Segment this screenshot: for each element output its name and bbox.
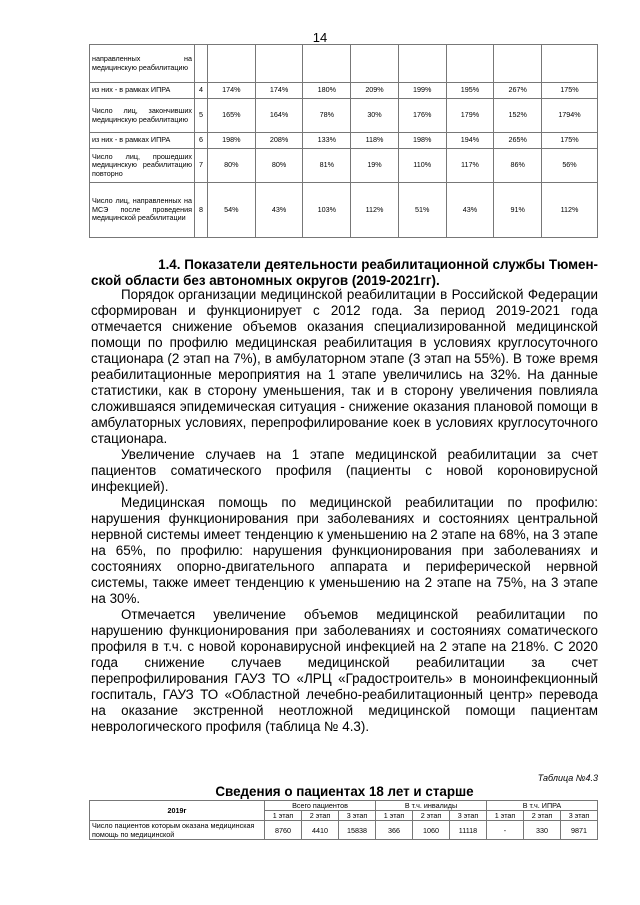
table-cell: 81%: [303, 149, 351, 183]
table-cell: 175%: [542, 83, 598, 99]
table-cell: 43%: [446, 183, 494, 238]
table-cell: 175%: [542, 133, 598, 149]
table-cell: [542, 45, 598, 83]
table-cell: 30%: [351, 99, 399, 133]
table-cell: 208%: [255, 133, 303, 149]
table-cell: 179%: [446, 99, 494, 133]
row-label: Число пациентов которым оказана медицинская помощь по медицинской: [90, 821, 265, 840]
table-cell: 80%: [208, 149, 256, 183]
year-header: 2019г: [90, 801, 265, 821]
heading-line-1: 1.4. Показатели деятельности реабилитационной службы Тюмен-: [158, 257, 598, 272]
section-heading: [91, 257, 598, 289]
table-cell: 80%: [255, 149, 303, 183]
stage-header: 2 этап: [302, 811, 339, 821]
table-cell: 174%: [208, 83, 256, 99]
table-cell: 265%: [494, 133, 542, 149]
table-cell: 1060: [413, 821, 450, 840]
table-cell: 1794%: [542, 99, 598, 133]
table-cell: 133%: [303, 133, 351, 149]
table-cell: [208, 45, 256, 83]
table-cell: 194%: [446, 133, 494, 149]
table-header-row: [90, 801, 598, 811]
stage-header: 1 этап: [376, 811, 413, 821]
table-cell: 15838: [339, 821, 376, 840]
stage-header: 1 этап: [265, 811, 302, 821]
table-cell: 51%: [398, 183, 446, 238]
table-cell: 180%: [303, 83, 351, 99]
table-cell: 86%: [494, 149, 542, 183]
stage-header: 3 этап: [339, 811, 376, 821]
stage-header: 3 этап: [561, 811, 598, 821]
row-label: Число лиц, направленных на МСЭ после проведения медицинской реабилитации: [90, 183, 195, 238]
table-cell: 117%: [446, 149, 494, 183]
paragraph: Увеличение случаев на 1 этапе медицинской реабилитации за счет пациентов соматического профиля (пациенты с новой короновирусной инфекцией).: [91, 447, 598, 494]
table-cell: [255, 45, 303, 83]
table-cell: 112%: [351, 183, 399, 238]
paragraph: Отмечается увеличение объемов медицинской реабилитации по нарушению функционирования при заболеваниях и состояниях соматического профиля в т.ч. с новой коронавирусной инфекцией на 2 этапе на 218%. С 2020 года снижение случаев медицинской реабилитации за счет перепрофилирования ГАУЗ ТО «ЛРЦ «Градостроитель» в моноинфекционный госпиталь, ГАУЗ ТО «Областной лечебно-реабилитационный центр» перевода на оказание экстренной неотложной медицинской помощи пациентам неврологического профиля (таблица № 4.3).: [91, 607, 598, 734]
table-cell: 199%: [398, 83, 446, 99]
table-cell: [446, 45, 494, 83]
table-cell: 4410: [302, 821, 339, 840]
row-number: 5: [195, 99, 208, 133]
group-header: Всего пациентов: [265, 801, 376, 811]
table-row: [90, 99, 598, 133]
row-number: 7: [195, 149, 208, 183]
table-cell: 267%: [494, 83, 542, 99]
table-cell: 164%: [255, 99, 303, 133]
table-cell: -: [487, 821, 524, 840]
table-cell: 366: [376, 821, 413, 840]
stage-header: 2 этап: [413, 811, 450, 821]
table-row: [90, 821, 598, 840]
table-cell: [303, 45, 351, 83]
table-row: [90, 83, 598, 99]
group-header: В т.ч. ИПРА: [487, 801, 598, 811]
table-cell: 8760: [265, 821, 302, 840]
table-cell: 103%: [303, 183, 351, 238]
table-cell: [351, 45, 399, 83]
table-cell: 110%: [398, 149, 446, 183]
table-cell: 56%: [542, 149, 598, 183]
table-cell: 198%: [398, 133, 446, 149]
table-row: [90, 149, 598, 183]
table-cell: 78%: [303, 99, 351, 133]
row-label: из них - в рамках ИПРА: [90, 83, 195, 99]
body-text: [91, 287, 598, 735]
table-cell: 19%: [351, 149, 399, 183]
table-row: [90, 45, 598, 83]
table-cell: 195%: [446, 83, 494, 99]
table-cell: 176%: [398, 99, 446, 133]
table-cell: 43%: [255, 183, 303, 238]
row-label: Число лиц, прошедших медицинскую реабилитацию повторно: [90, 149, 195, 183]
row-label: Число лиц, закончивших медицинскую реабилитацию: [90, 99, 195, 133]
row-number: 6: [195, 133, 208, 149]
table-cell: 112%: [542, 183, 598, 238]
group-header: В т.ч. инвалиды: [376, 801, 487, 811]
paragraph: Медицинская помощь по медицинской реабилитации по профилю: нарушения функционирования при заболеваниях и состояниях центральной нервной системы имеет тенденцию к уменьшению на 2 этапе на 68%, на 3 этапе на 65%, по профилю: нарушения функционирования при заболеваниях и состояниях опорно-двигательного аппарата и периферической нервной системы, также имеет тенденцию к уменьшению на 2 этапе на 75%, на 3 этапе на 30%.: [91, 495, 598, 606]
table-row: [90, 183, 598, 238]
stage-header: 1 этап: [487, 811, 524, 821]
indicators-table: [89, 44, 598, 238]
patients-table: [89, 800, 598, 840]
table-title: Сведения о пациентах 18 лет и старше: [215, 784, 474, 799]
row-number: 8: [195, 183, 208, 238]
table-cell: 174%: [255, 83, 303, 99]
table-cell: [494, 45, 542, 83]
table-row: [90, 133, 598, 149]
table-cell: 118%: [351, 133, 399, 149]
table-cell: 330: [524, 821, 561, 840]
row-label: из них - в рамках ИПРА: [90, 133, 195, 149]
paragraph: Порядок организации медицинской реабилитации в Российской Федерации сформирован и функционирует с 2012 года. За период 2019-2021 года отмечается снижение объемов оказания специализированной медицинской помощи по профилю медицинская реабилитация в условиях круглосуточного стационара (2 этап на 7%), в амбулаторном этапе (3 этап на 55%). В тоже время реабилитационные мероприятия на 1 этапе увеличились на 32%. На данные статистики, как в сторону уменьшения, так и в сторону увеличения повлияла сложившаяся эпидемическая ситуация - снижение оказания плановой помощи в амбулаторных условиях, перепрофилирование коек в условиях круглосуточного стационара.: [91, 287, 598, 446]
table-cell: 54%: [208, 183, 256, 238]
heading-line-2: ской области без автономных округов (2019-2021гг).: [91, 273, 440, 288]
table-cell: 11118: [450, 821, 487, 840]
stage-header: 3 этап: [450, 811, 487, 821]
row-number: 4: [195, 83, 208, 99]
page-number: 14: [312, 30, 328, 45]
table-cell: 165%: [208, 99, 256, 133]
table-cell: 91%: [494, 183, 542, 238]
table-cell: 209%: [351, 83, 399, 99]
row-label: направленных на медицинскую реабилитацию: [90, 45, 195, 83]
table-cell: [398, 45, 446, 83]
row-number: [195, 45, 208, 83]
table-cell: 152%: [494, 99, 542, 133]
table-caption: Таблица №4.3: [537, 773, 598, 783]
table-cell: 9871: [561, 821, 598, 840]
stage-header: 2 этап: [524, 811, 561, 821]
table-cell: 198%: [208, 133, 256, 149]
